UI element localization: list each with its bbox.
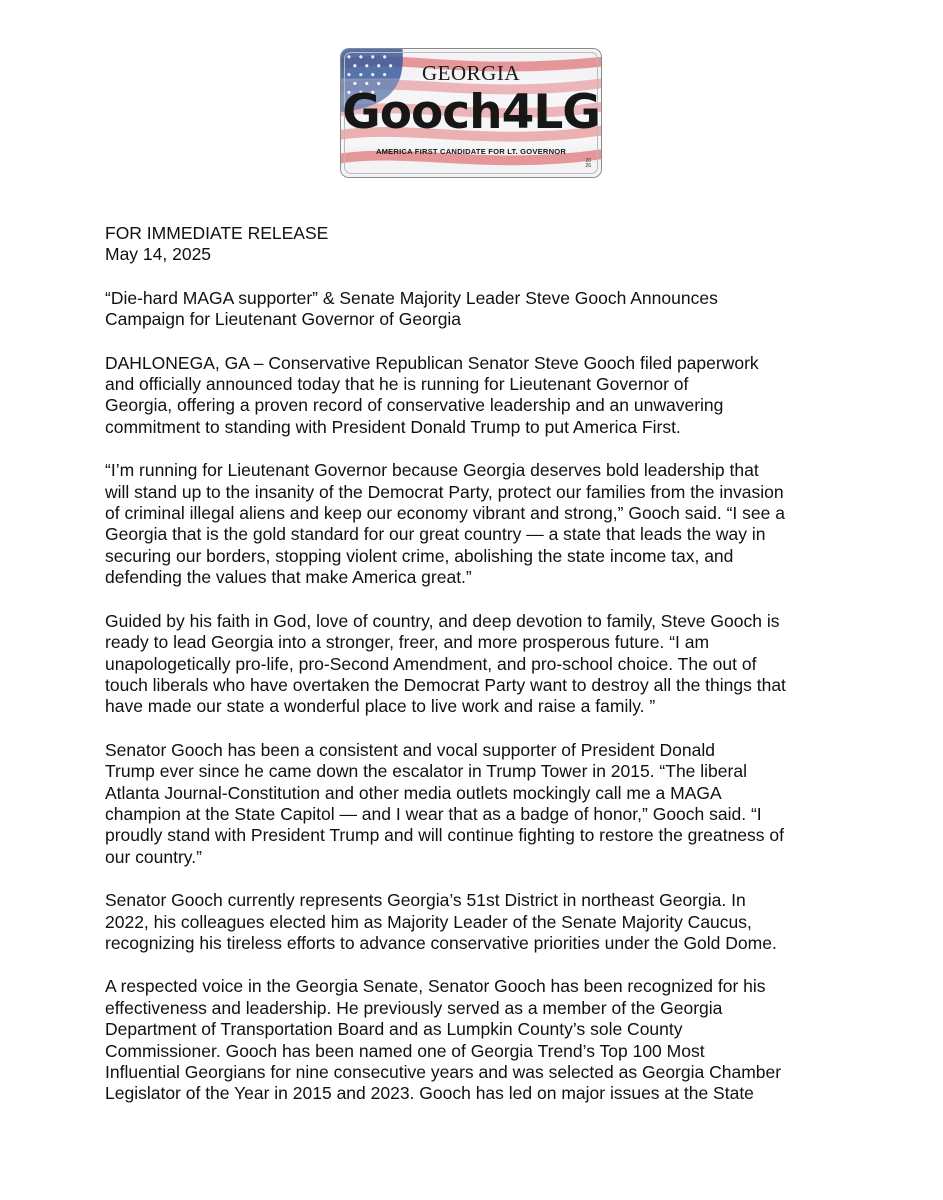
sticker-line-2: 26	[585, 163, 591, 169]
paragraph-line: defending the values that make America great.”	[105, 567, 472, 588]
paragraph-line: effectiveness and leadership. He previously served as a member of the Georgia	[105, 997, 723, 1018]
paragraph-line: Senator Gooch has been a consistent and vocal supporter of President Donald	[105, 739, 715, 760]
paragraph-line: DAHLONEGA, GA – Conservative Republican Senator Steve Gooch filed paperwork	[105, 352, 759, 373]
paragraph-line: our country.”	[105, 846, 202, 867]
paragraph-line: touch liberals who have overtaken the Democrat Party want to destroy all the things that	[105, 674, 786, 695]
plate-registration-sticker	[585, 159, 591, 169]
paragraph-line: “I’m running for Lieutenant Governor because Georgia deserves bold leadership that	[105, 460, 759, 481]
paragraph-line: Commissioner. Gooch has been named one of Georgia Trend’s Top 100 Most	[105, 1040, 705, 1061]
paragraph-line: Trump ever since he came down the escalator in Trump Tower in 2015. “The liberal	[105, 761, 747, 782]
paragraph-district	[105, 890, 865, 954]
paragraph-line: 2022, his colleagues elected him as Majority Leader of the Senate Majority Caucus,	[105, 911, 752, 932]
release-header	[105, 223, 865, 266]
paragraph-line: have made our state a wonderful place to live work and raise a family. ”	[105, 696, 656, 717]
paragraph-line: Influential Georgians for nine consecutive years and was selected as Georgia Chamber	[105, 1062, 782, 1082]
paragraph-line: of criminal illegal aliens and keep our economy vibrant and strong,” Gooch said. “I see a	[105, 503, 785, 524]
paragraph-line: proudly stand with President Trump and will continue fighting to restore the greatness of	[105, 825, 784, 846]
paragraph-quote-1	[105, 460, 865, 588]
paragraph-line: Senator Gooch currently represents Georgia’s 51st District in northeast Georgia. In	[105, 890, 746, 911]
paragraph-line: commitment to standing with President Donald Trump to put America First.	[105, 416, 681, 437]
headline-line: “Die-hard MAGA supporter” & Senate Majority Leader Steve Gooch Announces	[105, 287, 718, 308]
release-label: FOR IMMEDIATE RELEASE	[105, 223, 329, 243]
paragraph-line: and officially announced today that he is running for Lieutenant Governor of	[105, 374, 689, 395]
paragraph-line: securing our borders, stopping violent crime, abolishing the state income tax, and	[105, 545, 734, 566]
campaign-logo-plate	[340, 48, 602, 178]
paragraph-line: recognizing his tireless efforts to advance conservative priorities under the Gold Dome.	[105, 932, 777, 953]
paragraph-line: Guided by his faith in God, love of country, and deep devotion to family, Steve Gooch is	[105, 610, 780, 631]
paragraph-line: Legislator of the Year in 2015 and 2023. Gooch has led on major issues at the State	[105, 1083, 754, 1104]
paragraph-line: Department of Transportation Board and as Lumpkin County’s sole County	[105, 1019, 683, 1040]
paragraph-dateline	[105, 353, 865, 439]
plate-campaign-name: Gooch4LG	[342, 85, 600, 140]
paragraph-record	[105, 976, 865, 1104]
paragraph-line: champion at the State Capitol — and I wear that as a badge of honor,” Gooch said. “I	[105, 803, 762, 824]
headline-line: Campaign for Lieutenant Governor of Georgia	[105, 309, 462, 330]
paragraph-line: Georgia that is the gold standard for our great country — a state that leads the way in	[105, 524, 766, 545]
release-date: May 14, 2025	[105, 244, 212, 265]
paragraph-trump-support	[105, 740, 865, 868]
press-release-body	[105, 223, 865, 1127]
paragraph-line: unapologetically pro-life, pro-Second Amendment, and pro-school choice. The out of	[105, 653, 757, 674]
paragraph-line: Georgia, offering a proven record of conservative leadership and an unwavering	[105, 395, 724, 416]
paragraph-line: ready to lead Georgia into a stronger, freer, and more prosperous future. “I am	[105, 632, 710, 653]
headline	[105, 288, 865, 331]
plate-slogan: AMERICA FIRST CANDIDATE FOR LT. GOVERNOR	[375, 147, 567, 156]
paragraph-line: will stand up to the insanity of the Democrat Party, protect our families from the invasion	[105, 481, 784, 502]
sticker-line-1: 20	[585, 158, 591, 164]
paragraph-line: A respected voice in the Georgia Senate, Senator Gooch has been recognized for his	[105, 976, 766, 997]
paragraph-values	[105, 611, 865, 718]
paragraph-line: Atlanta Journal-Constitution and other media outlets mockingly call me a MAGA	[105, 782, 722, 803]
plate-state-label: GEORGIA	[422, 61, 520, 85]
